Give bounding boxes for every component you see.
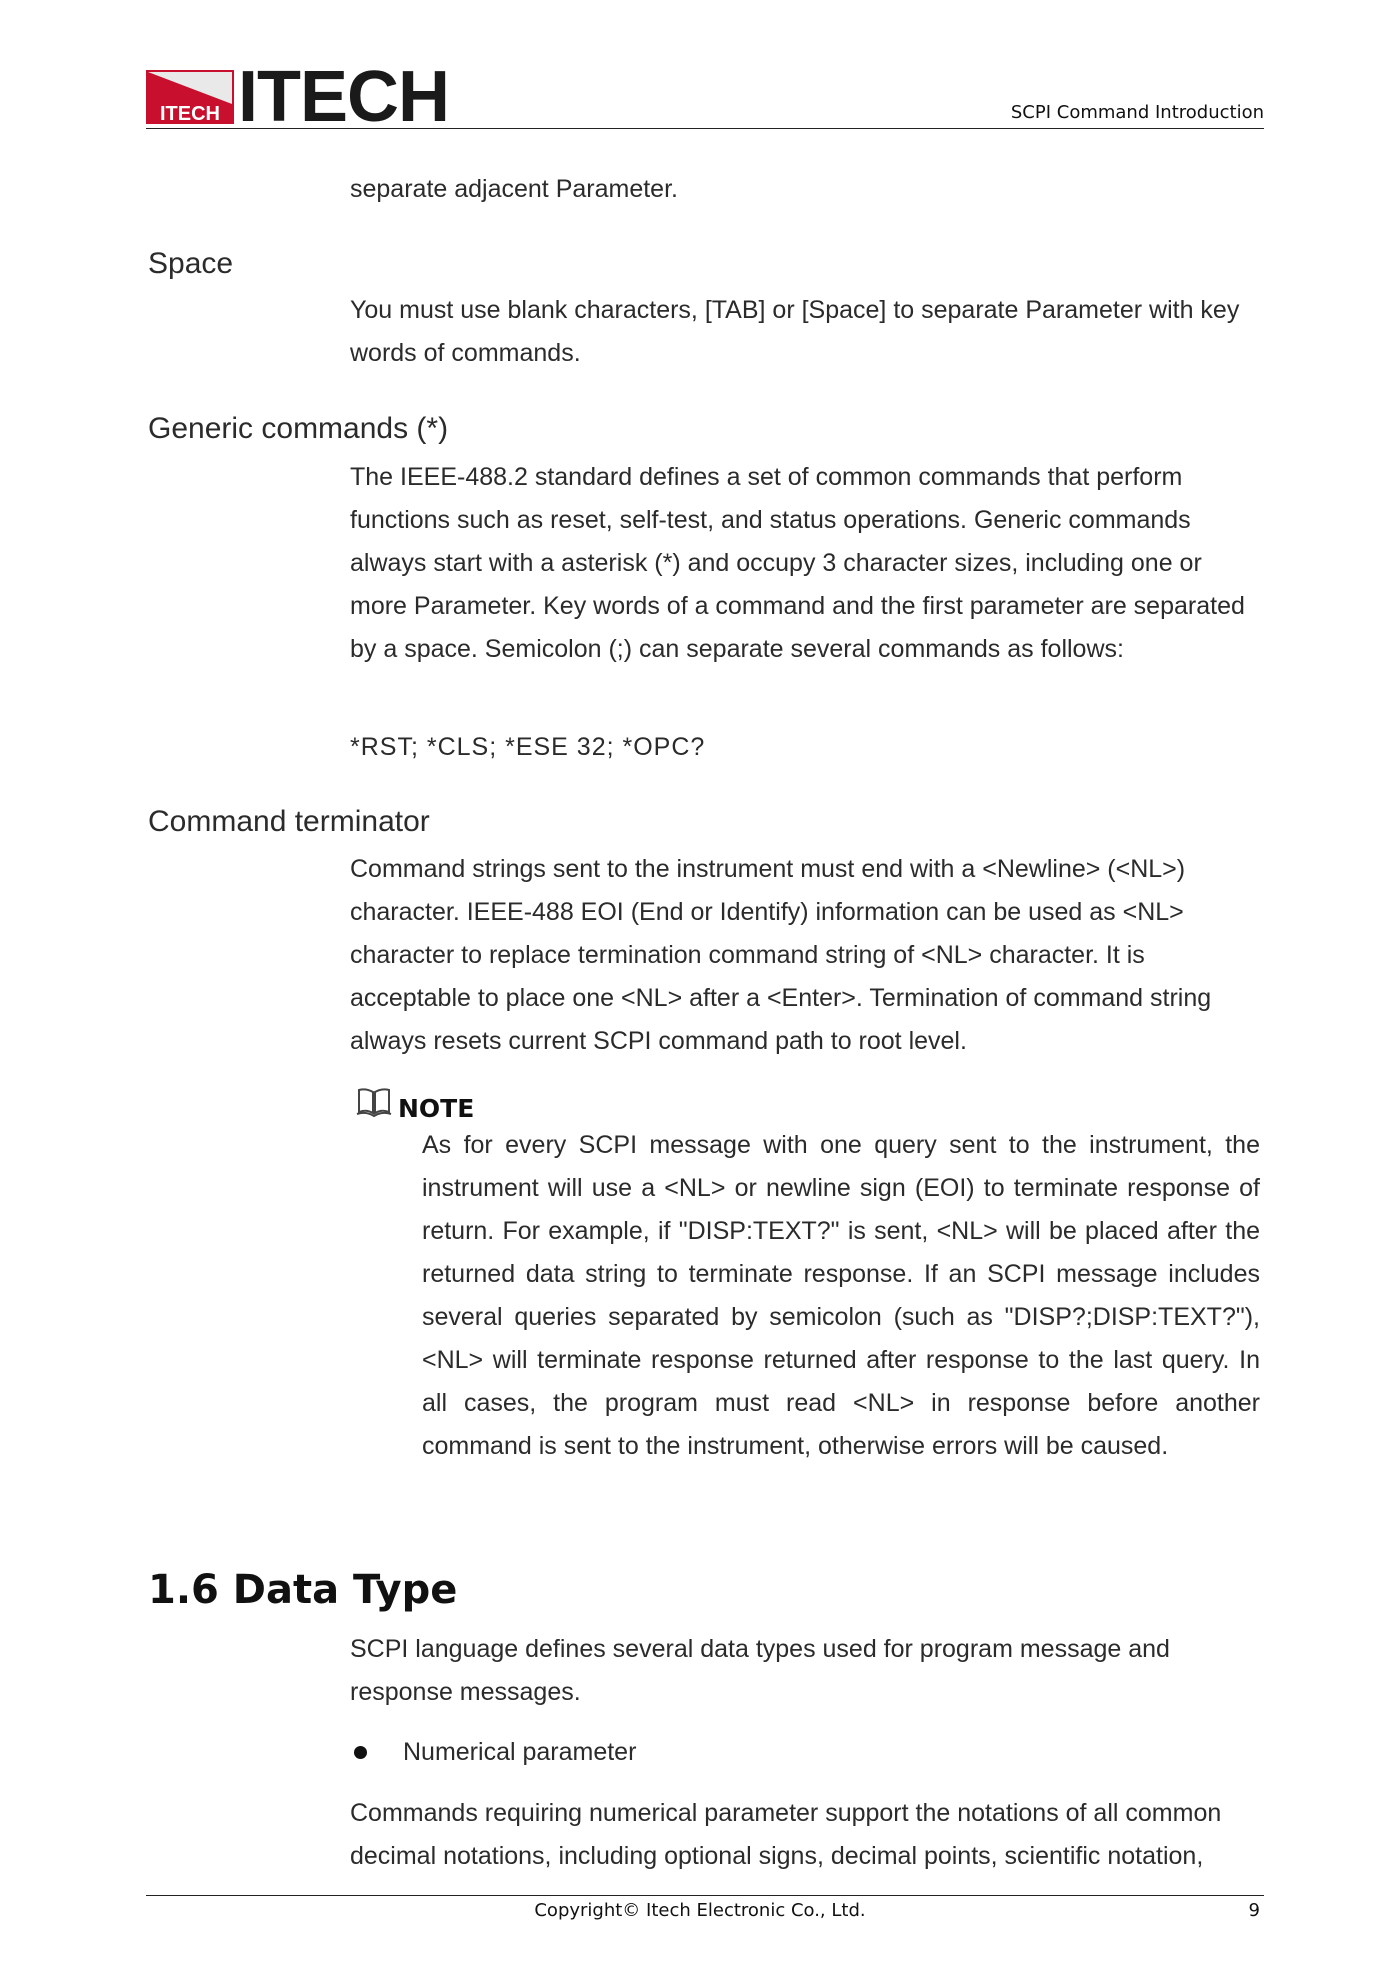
note-body: As for every SCPI message with one query sent to the instrument, the instrument will use a <NL> or newline sign (EOI) to terminate response of return. For example, if "DISP:TEXT?" is sent, <NL> will be placed after the returned data string to terminate response. If an SCPI message includes several queries separated by semicolon (such as "DISP?;DISP:TEXT?"), <NL> will terminate response returned after response to the last query. In all cases, the program must read <NL> in response before another command is sent to the instrument, otherwise errors will be caused. [422, 1131, 1260, 1460]
footer-divider [146, 1895, 1264, 1896]
generic-commands-example: *RST; *CLS; *ESE 32; *OPC? [350, 733, 706, 761]
itech-logo [146, 57, 449, 137]
note-header [356, 1080, 474, 1123]
section-heading-data-type: 1.6 Data Type [148, 1567, 458, 1613]
heading-command-terminator: Command terminator [148, 805, 430, 838]
page-header [146, 57, 1264, 137]
command-terminator-body: Command strings sent to the instrument must end with a <Newline> (<NL>) character. IEEE-488 EOI (End or Identify) information can be used as <NL> character to replace termination command string of <NL> character. It is acceptable to place one <NL> after a <Enter>. Termination of command string always resets current SCPI command path to root level. [350, 855, 1212, 1055]
logo-wordmark: ITECH [238, 57, 449, 137]
logo-mark-text: ITECH [160, 103, 220, 125]
numerical-parameter-body: Commands requiring numerical parameter support the notations of all common decimal notations, including optional signs, decimal points, scientific notation, [350, 1799, 1222, 1870]
bullet-label: Numerical parameter [403, 1738, 637, 1766]
book-icon [356, 1086, 392, 1118]
header-divider [146, 128, 1264, 129]
data-type-intro: SCPI language defines several data types used for program message and response messages. [350, 1635, 1170, 1706]
header-section-title: SCPI Command Introduction [1010, 102, 1264, 123]
footer-copyright: Copyright© Itech Electronic Co., Ltd. [534, 1900, 866, 1921]
bullet-numerical-parameter [350, 1738, 636, 1767]
bullet-icon [354, 1746, 367, 1759]
space-body: You must use blank characters, [TAB] or [Space] to separate Parameter with key words of commands. [350, 296, 1240, 367]
continuation-text: separate adjacent Parameter. [350, 175, 678, 203]
note-label: NOTE [398, 1094, 475, 1123]
heading-generic-commands: Generic commands (*) [148, 412, 449, 445]
heading-space: Space [148, 247, 234, 280]
generic-commands-body: The IEEE-488.2 standard defines a set of common commands that perform functions such as reset, self-test, and status operations. Generic commands always start with a asterisk (*) and occupy 3 character sizes, including one or more Parameter. Key words of a command and the first parameter are separated by a space. Semicolon (;) can separate several commands as follows: [350, 463, 1245, 663]
page-number: 9 [1248, 1900, 1260, 1921]
itech-logo-mark-icon [146, 68, 234, 126]
